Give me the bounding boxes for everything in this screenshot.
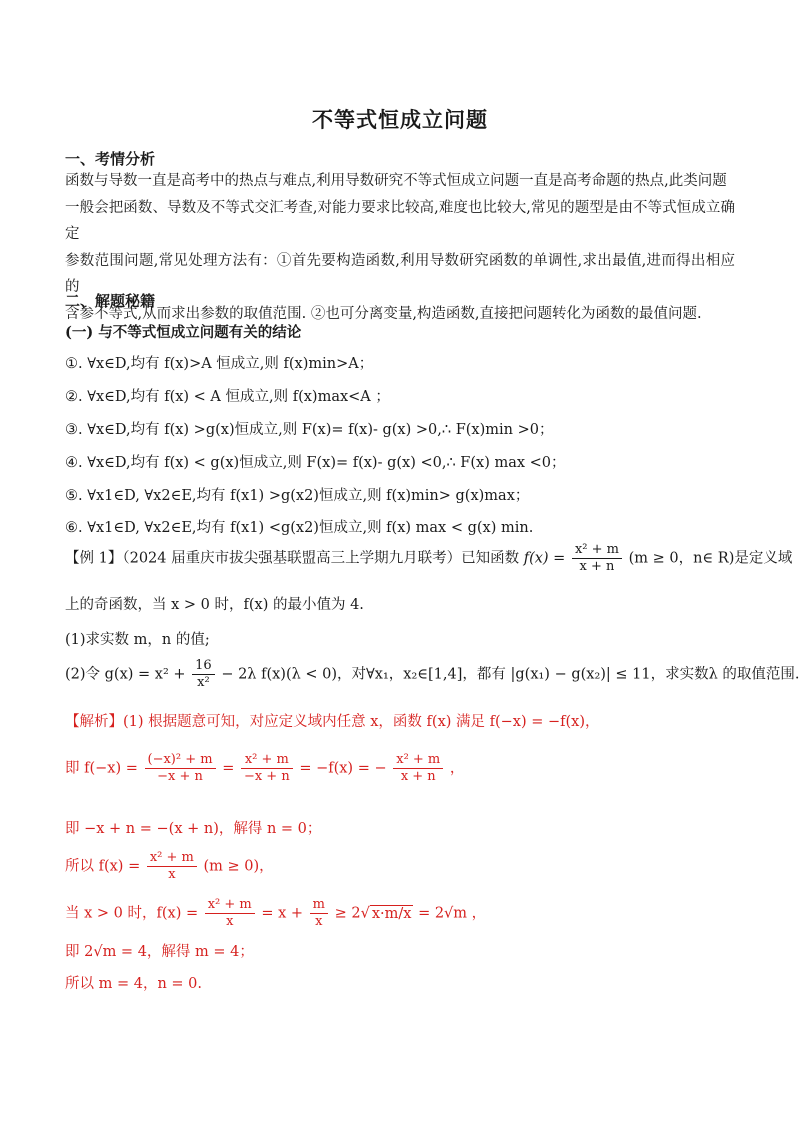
section-heading-methods: 二、解题秘籍: [65, 292, 156, 310]
section-heading-analysis: 一、考情分析: [65, 150, 156, 168]
subsection-heading-conclusions: (一) 与不等式恒成立问题有关的结论: [65, 324, 302, 341]
example-source: （2024 届重庆市拔尖强基联盟高三上学期九月联考）已知函数: [122, 550, 520, 567]
function-condition: (m ≥ 0，n∈ R): [628, 550, 735, 567]
example-statement-line2: 上的奇函数，当 x > 0 时，f(x) 的最小值为 4.: [65, 597, 364, 613]
document-title: 不等式恒成立问题: [312, 107, 488, 132]
solution-line: 当 x > 0 时，f(x) = $\frac{\text{x² + m}}{x}$ = x + $\frac{m}{x}$ ≥ 2√ x·m/x = 2√m ，: [65, 897, 487, 929]
solution-line: 所以 f(x) = $\frac{\text{x² + m}}{x}$ (m ≥ 0)，: [65, 850, 274, 882]
solution-line: 即 2√m = 4，解得 m = 4；: [65, 944, 254, 960]
question-1: (1)求实数 m，n 的值;: [65, 632, 210, 648]
solution-line: 即 −x + n = −(x + n)，解得 n = 0；: [65, 821, 322, 837]
example-tag: 【例 1】: [65, 550, 123, 567]
conclusion-item: ①. ∀x∈D,均有 f(x)>A 恒成立,则 f(x)min>A；: [65, 356, 374, 372]
example-statement-line: [65, 542, 792, 575]
analysis-paragraph: [65, 168, 735, 327]
solution-line: 即 f(−x) = $\frac{\text{(−x)² + m}}{-x + n}$ = $\frac{\text{x² + m}}{-x + n}$ = −f(x) = − $\frac{\text{x² + m}}{x + n}$ ，: [65, 752, 465, 784]
conclusion-item: ③. ∀x∈D,均有 f(x) >g(x)恒成立,则 F(x)= f(x)- g(x) >0,∴ F(x)min >0；: [65, 422, 554, 438]
conclusion-item: ④. ∀x∈D,均有 f(x) < g(x)恒成立,则 F(x)= f(x)- g(x) <0,∴ F(x) max <0；: [65, 455, 566, 471]
solution-line: 所以 m = 4，n = 0.: [65, 976, 202, 992]
conclusion-item: ⑥. ∀x1∈D, ∀x2∈E,均有 f(x1) <g(x2)恒成立,则 f(x) max < g(x) min.: [65, 520, 534, 536]
question-2: (2)令 g(x) = x² + $\frac{16}{\text{x²}}$ − 2λ f(x)(λ < 0)，对∀x₁，x₂∈[1,4]，都有 |g(x₁) − g(x₂)| ≤ 11，求实数λ 的取值范围.: [65, 658, 800, 690]
question-2-fraction: $\frac{16}{\text{x²}}$: [192, 658, 215, 691]
function-fraction: $\frac{\text{x² + m}}{x + n}$: [572, 542, 622, 575]
conclusion-item: ②. ∀x∈D,均有 f(x) < A 恒成立,则 f(x)max<A ；: [65, 389, 390, 405]
analysis-line: 参数范围问题,常见处理方法有：①首先要构造函数,利用导数研究函数的单调性,求出最值,进而得出相应的: [65, 252, 735, 295]
solution-line: 【解析】(1) 根据题意可知，对应定义域内任意 x，函数 f(x) 满足 f(−x) = −f(x)，: [65, 714, 600, 730]
analysis-line: 函数与导数一直是高考中的热点与难点,利用导数研究不等式恒成立问题一直是高考命题的热点,此类问题: [65, 173, 727, 189]
example-tail: 是定义域: [734, 550, 793, 567]
analysis-line: 一般会把函数、导数及不等式交汇考查,对能力要求比较高,难度也比较大,常见的题型是由不等式恒成立确定: [65, 199, 735, 242]
function-lhs: f(x) =: [523, 550, 566, 567]
conclusion-item: ⑤. ∀x1∈D, ∀x2∈E,均有 f(x1) >g(x2)恒成立,则 f(x)min> g(x)max；: [65, 488, 530, 504]
analysis-line: 含参不等式,从而求出参数的取值范围. ②也可分离变量,构造函数,直接把问题转化为函数的最值问题.: [65, 305, 702, 322]
